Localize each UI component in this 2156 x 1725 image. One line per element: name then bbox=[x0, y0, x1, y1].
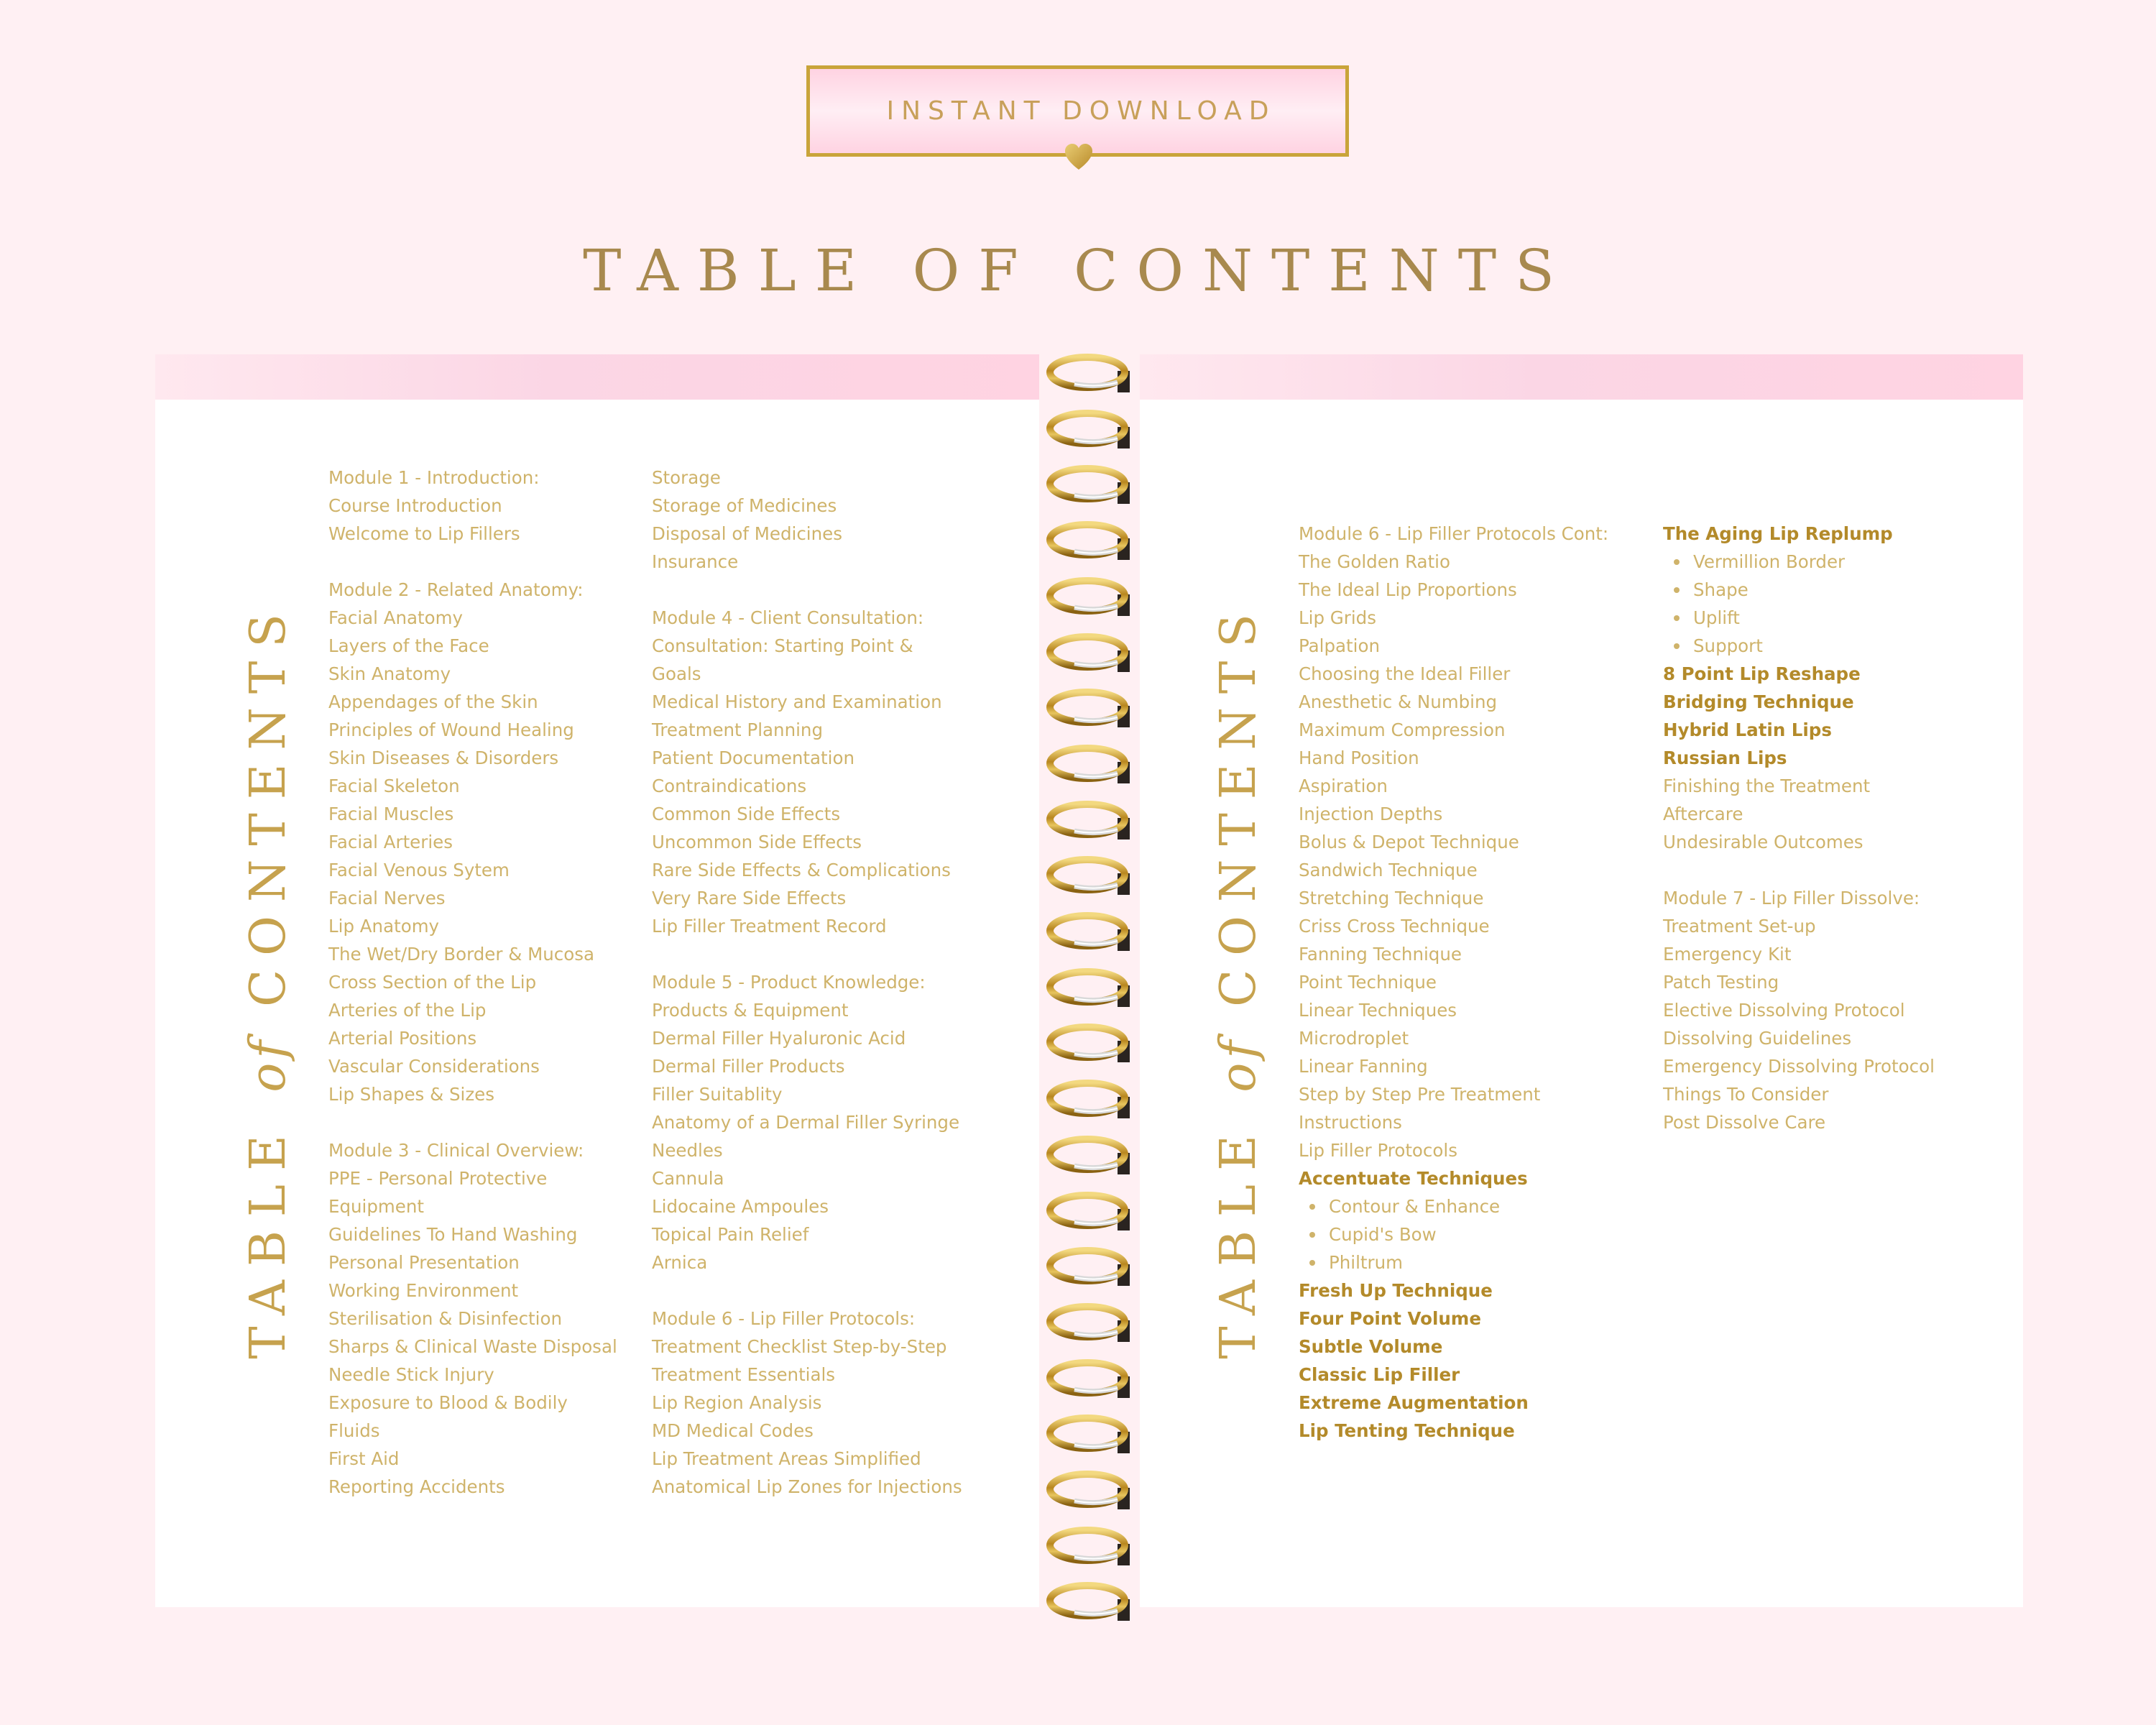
toc-item: Personal Presentation bbox=[328, 1252, 520, 1273]
toc-item: Topical Pain Relief bbox=[652, 1224, 809, 1245]
toc-item: Welcome to Lip Fillers bbox=[328, 523, 520, 544]
toc-item: The Ideal Lip Proportions bbox=[1299, 579, 1517, 600]
toc-item: Point Technique bbox=[1299, 972, 1437, 993]
heart-icon bbox=[1064, 142, 1094, 172]
toc-item: Patient Documentation bbox=[652, 748, 854, 768]
toc-item: Treatment Checklist Step-by-Step bbox=[652, 1336, 947, 1357]
toc-item: Step by Step Pre Treatment bbox=[1299, 1084, 1541, 1105]
side-title-word-3: CONTENTS bbox=[1210, 600, 1267, 1007]
toc-item: Guidelines To Hand Washing bbox=[328, 1224, 578, 1245]
spiral-ring bbox=[1046, 632, 1132, 673]
toc-item: Emergency Kit bbox=[1663, 944, 1792, 965]
toc-item: Linear Techniques bbox=[1299, 1000, 1457, 1021]
toc-technique-heading: Extreme Augmentation bbox=[1299, 1392, 1529, 1413]
toc-item: Skin Anatomy bbox=[328, 663, 451, 684]
toc-technique-heading: Classic Lip Filler bbox=[1299, 1364, 1460, 1385]
toc-item: Things To Consider bbox=[1663, 1084, 1829, 1105]
toc-item: Principles of Wound Healing bbox=[328, 719, 574, 740]
toc-item: Sterilisation & Disinfection bbox=[328, 1308, 562, 1329]
page-title: TABLE OF CONTENTS bbox=[583, 237, 1573, 304]
spiral-ring bbox=[1046, 1078, 1132, 1120]
planner-page-right bbox=[1140, 354, 2023, 1607]
spiral-ring bbox=[1046, 1134, 1132, 1176]
toc-bullet-item: Philtrum bbox=[1299, 1248, 1608, 1276]
toc-item: Sandwich Technique bbox=[1299, 860, 1478, 880]
toc-spacer bbox=[328, 1108, 617, 1136]
toc-item: Anatomy of a Dermal Filler Syringe bbox=[652, 1112, 960, 1133]
toc-item: Appendages of the Skin bbox=[328, 691, 538, 712]
spiral-ring bbox=[1046, 408, 1132, 450]
toc-item: First Aid bbox=[328, 1448, 400, 1469]
toc-technique-heading: Russian Lips bbox=[1663, 748, 1787, 768]
toc-item: Dissolving Guidelines bbox=[1663, 1028, 1852, 1049]
toc-item: Needle Stick Injury bbox=[328, 1364, 494, 1385]
toc-item: Arterial Positions bbox=[328, 1028, 477, 1049]
toc-spacer bbox=[652, 576, 962, 604]
toc-item: Dermal Filler Hyaluronic Acid bbox=[652, 1028, 906, 1049]
toc-item: Stretching Technique bbox=[1299, 888, 1484, 908]
toc-column-right-2 bbox=[1663, 520, 1935, 1136]
toc-item: Rare Side Effects & Complications bbox=[652, 860, 951, 880]
toc-item: Patch Testing bbox=[1663, 972, 1779, 993]
toc-item: Emergency Dissolving Protocol bbox=[1663, 1056, 1935, 1077]
toc-item: Goals bbox=[652, 663, 701, 684]
toc-item: Fluids bbox=[328, 1420, 380, 1441]
toc-item: Equipment bbox=[328, 1196, 424, 1217]
side-title-left bbox=[236, 548, 301, 1411]
toc-item: Fanning Technique bbox=[1299, 944, 1462, 965]
toc-item: Facial Anatomy bbox=[328, 607, 464, 628]
toc-item: Linear Fanning bbox=[1299, 1056, 1428, 1077]
side-title-word-1: TABLE bbox=[240, 1121, 297, 1359]
toc-item: Layers of the Face bbox=[328, 635, 489, 656]
toc-spacer bbox=[652, 1276, 962, 1305]
spiral-ring bbox=[1046, 576, 1132, 617]
toc-item: Elective Dissolving Protocol bbox=[1663, 1000, 1905, 1021]
toc-item: Reporting Accidents bbox=[328, 1476, 505, 1497]
toc-item: Exposure to Blood & Bodily bbox=[328, 1392, 568, 1413]
toc-item: Arnica bbox=[652, 1252, 708, 1273]
toc-item: Hand Position bbox=[1299, 748, 1419, 768]
toc-item: Skin Diseases & Disorders bbox=[328, 748, 559, 768]
spiral-ring bbox=[1046, 799, 1132, 841]
toc-bullet-item: Vermillion Border bbox=[1663, 548, 1935, 576]
toc-item: Dermal Filler Products bbox=[652, 1056, 845, 1077]
toc-item: Working Environment bbox=[328, 1280, 519, 1301]
spiral-ring bbox=[1046, 911, 1132, 952]
spiral-ring bbox=[1046, 520, 1132, 561]
toc-module-heading: Module 2 - Related Anatomy: bbox=[328, 579, 584, 600]
toc-bullet-item: Cupid's Bow bbox=[1299, 1220, 1608, 1248]
toc-item: Bolus & Depot Technique bbox=[1299, 832, 1519, 852]
spiral-ring bbox=[1046, 1246, 1132, 1287]
toc-item: Storage of Medicines bbox=[652, 495, 837, 516]
toc-column-right-1 bbox=[1299, 520, 1608, 1445]
toc-spacer bbox=[1663, 856, 1935, 884]
toc-item: Contraindications bbox=[652, 776, 807, 796]
toc-item: Insurance bbox=[652, 551, 739, 572]
toc-item: Lip Shapes & Sizes bbox=[328, 1084, 495, 1105]
toc-item: Anatomical Lip Zones for Injections bbox=[652, 1476, 962, 1497]
toc-item: Cross Section of the Lip bbox=[328, 972, 537, 993]
toc-item: Facial Venous Sytem bbox=[328, 860, 510, 880]
toc-module-heading: Module 6 - Lip Filler Protocols: bbox=[652, 1308, 916, 1329]
spiral-ring bbox=[1046, 352, 1132, 394]
toc-item: PPE - Personal Protective bbox=[328, 1168, 548, 1189]
toc-bullet-item: Shape bbox=[1663, 576, 1935, 604]
toc-item: Cannula bbox=[652, 1168, 724, 1189]
toc-column-left-2 bbox=[652, 464, 962, 1501]
toc-module-heading: Module 5 - Product Knowledge: bbox=[652, 972, 926, 993]
toc-technique-heading: Accentuate Techniques bbox=[1299, 1168, 1528, 1189]
toc-item: Lip Filler Treatment Record bbox=[652, 916, 887, 937]
toc-technique-heading: Fresh Up Technique bbox=[1299, 1280, 1493, 1301]
toc-technique-heading: Bridging Technique bbox=[1663, 691, 1854, 712]
toc-technique-heading: Lip Tenting Technique bbox=[1299, 1420, 1515, 1441]
toc-item: Lip Region Analysis bbox=[652, 1392, 822, 1413]
toc-item: Lip Filler Protocols bbox=[1299, 1140, 1457, 1161]
toc-item: Treatment Essentials bbox=[652, 1364, 836, 1385]
toc-item: Choosing the Ideal Filler bbox=[1299, 663, 1511, 684]
spiral-ring bbox=[1046, 743, 1132, 785]
toc-item: Products & Equipment bbox=[652, 1000, 849, 1021]
side-title-word-2: of bbox=[240, 1036, 297, 1092]
toc-module-heading: Module 7 - Lip Filler Dissolve: bbox=[1663, 888, 1920, 908]
toc-item: Medical History and Examination bbox=[652, 691, 942, 712]
toc-technique-heading: Hybrid Latin Lips bbox=[1663, 719, 1832, 740]
toc-technique-heading: Four Point Volume bbox=[1299, 1308, 1481, 1329]
toc-item: Lidocaine Ampoules bbox=[652, 1196, 829, 1217]
side-title-right bbox=[1207, 548, 1271, 1411]
toc-module-heading: Module 6 - Lip Filler Protocols Cont: bbox=[1299, 523, 1609, 544]
toc-item: Vascular Considerations bbox=[328, 1056, 540, 1077]
toc-item: The Golden Ratio bbox=[1299, 551, 1450, 572]
toc-item: Undesirable Outcomes bbox=[1663, 832, 1864, 852]
toc-item: Post Dissolve Care bbox=[1663, 1112, 1826, 1133]
spiral-ring bbox=[1046, 1302, 1132, 1343]
toc-item: Sharps & Clinical Waste Disposal bbox=[328, 1336, 617, 1357]
toc-module-heading: Module 1 - Introduction: bbox=[328, 467, 540, 488]
toc-item: Microdroplet bbox=[1299, 1028, 1409, 1049]
toc-spacer bbox=[652, 940, 962, 968]
toc-spacer bbox=[328, 548, 617, 576]
spiral-ring bbox=[1046, 1525, 1132, 1567]
toc-technique-heading: Subtle Volume bbox=[1299, 1336, 1443, 1357]
page-header-band bbox=[1140, 354, 2023, 400]
toc-item: Storage bbox=[652, 467, 721, 488]
toc-item: Lip Anatomy bbox=[328, 916, 440, 937]
toc-item: Arteries of the Lip bbox=[328, 1000, 487, 1021]
toc-module-heading: Module 3 - Clinical Overview: bbox=[328, 1140, 584, 1161]
toc-item: Facial Nerves bbox=[328, 888, 446, 908]
planner-page-left bbox=[155, 354, 1039, 1607]
side-title-word-1: TABLE bbox=[1210, 1121, 1267, 1359]
toc-item: Course Introduction bbox=[328, 495, 502, 516]
toc-item: Needles bbox=[652, 1140, 723, 1161]
instant-download-label: INSTANT DOWNLOAD bbox=[886, 96, 1276, 126]
toc-item: Lip Treatment Areas Simplified bbox=[652, 1448, 921, 1469]
toc-item: Facial Muscles bbox=[328, 804, 454, 824]
toc-bullet-item: Uplift bbox=[1663, 604, 1935, 632]
spiral-ring bbox=[1046, 1022, 1132, 1064]
toc-item: Anesthetic & Numbing bbox=[1299, 691, 1498, 712]
toc-item: Common Side Effects bbox=[652, 804, 841, 824]
toc-bullet-item: Support bbox=[1663, 632, 1935, 660]
toc-item: Disposal of Medicines bbox=[652, 523, 842, 544]
spiral-ring bbox=[1046, 967, 1132, 1008]
toc-column-left-1 bbox=[328, 464, 617, 1501]
toc-item: MD Medical Codes bbox=[652, 1420, 814, 1441]
toc-item: Palpation bbox=[1299, 635, 1380, 656]
page-header-band bbox=[155, 354, 1039, 400]
toc-item: Filler Suitablity bbox=[652, 1084, 783, 1105]
toc-item: Facial Skeleton bbox=[328, 776, 460, 796]
side-title-word-2: of bbox=[1210, 1036, 1267, 1092]
spiral-ring bbox=[1046, 687, 1132, 729]
toc-item: Instructions bbox=[1299, 1112, 1402, 1133]
toc-item: The Wet/Dry Border & Mucosa bbox=[328, 944, 595, 965]
toc-item: Uncommon Side Effects bbox=[652, 832, 862, 852]
toc-item: Treatment Planning bbox=[652, 719, 823, 740]
spiral-ring bbox=[1046, 1190, 1132, 1232]
toc-item: Facial Arteries bbox=[328, 832, 453, 852]
toc-technique-heading: 8 Point Lip Reshape bbox=[1663, 663, 1861, 684]
spiral-binding bbox=[1046, 352, 1132, 1614]
toc-technique-heading: The Aging Lip Replump bbox=[1663, 523, 1893, 544]
toc-item: Treatment Set-up bbox=[1663, 916, 1816, 937]
toc-item: Consultation: Starting Point & bbox=[652, 635, 913, 656]
toc-item: Aspiration bbox=[1299, 776, 1388, 796]
toc-item: Maximum Compression bbox=[1299, 719, 1506, 740]
toc-module-heading: Module 4 - Client Consultation: bbox=[652, 607, 924, 628]
spiral-ring bbox=[1046, 464, 1132, 505]
side-title-word-3: CONTENTS bbox=[240, 600, 297, 1007]
toc-item: Finishing the Treatment bbox=[1663, 776, 1871, 796]
spiral-ring bbox=[1046, 855, 1132, 896]
toc-item: Very Rare Side Effects bbox=[652, 888, 847, 908]
spiral-ring bbox=[1046, 1358, 1132, 1399]
toc-item: Lip Grids bbox=[1299, 607, 1376, 628]
toc-item: Injection Depths bbox=[1299, 804, 1443, 824]
spiral-ring bbox=[1046, 1581, 1132, 1622]
toc-item: Criss Cross Technique bbox=[1299, 916, 1490, 937]
toc-item: Aftercare bbox=[1663, 804, 1743, 824]
spiral-ring bbox=[1046, 1413, 1132, 1455]
toc-bullet-item: Contour & Enhance bbox=[1299, 1192, 1608, 1220]
spiral-ring bbox=[1046, 1469, 1132, 1511]
